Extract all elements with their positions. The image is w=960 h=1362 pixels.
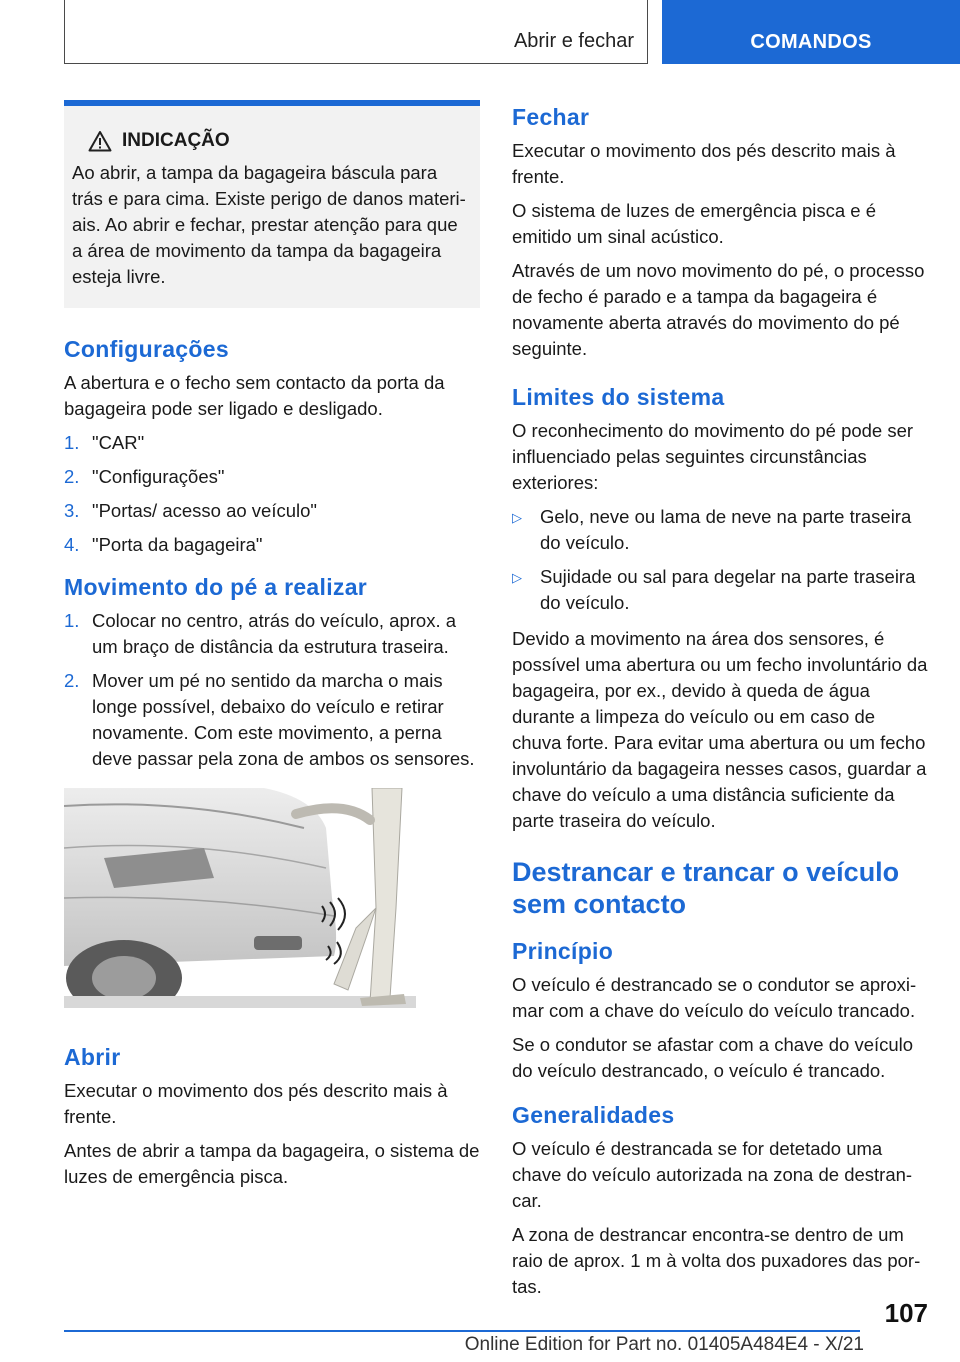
limits-heading: Limites do sistema (512, 384, 725, 410)
open-paragraph: Antes de abrir a tampa da bagageira, o sistema de luzes de emergência pisca. (64, 1140, 480, 1187)
list-item (64, 668, 480, 772)
limits-bullets (512, 504, 928, 616)
step-number: 1. (64, 432, 80, 453)
principle-heading: Princípio (512, 938, 614, 964)
principle-paragraph: O veículo é destrancado se o condutor se aproximar com a chave do veículo do veículo trancado. (512, 974, 917, 1021)
foot-gesture-illustration (64, 788, 416, 1008)
section-title: Abrir e fechar (513, 30, 634, 52)
list-item (64, 498, 480, 524)
limits-after: Devido a movimento na área dos sensores, é possível uma abertura ou um fecho involuntário da bagageira, por ex., devido à queda de água durante a limpeza do veículo ou em caso de chuva forte. Para evitar uma abertura ou um fecho involuntário da bagageira nesses casos, guardar a chave do veículo a uma distância suficiente da parte traseira do veículo. (512, 628, 928, 831)
chapter-tab[interactable] (662, 0, 960, 64)
limits-intro: O reconhecimento do movimento do pé pode ser influenciado pelas seguintes circunstâncias exteriores: (512, 420, 914, 493)
warning-note-text: Ao abrir, a tampa da bagageira báscula para trás e para cima. Existe perigo de danos materiais. Ao abrir e fechar, prestar atenção para que a área de movimento da tampa da bagageira esteja livre. (72, 162, 466, 287)
movement-steps (64, 608, 480, 772)
movement-heading: Movimento do pé a realizar (64, 574, 368, 600)
step-number: 1. (64, 610, 80, 631)
step-number: 3. (64, 500, 80, 521)
open-heading: Abrir (64, 1044, 121, 1070)
step-number: 4. (64, 534, 80, 555)
bullet-marker: ▷ (512, 570, 522, 585)
warning-note-header (72, 130, 468, 152)
close-heading: Fechar (512, 104, 590, 130)
close-paragraph: Através de um novo movimento do pé, o processo de fecho é parado e a tampa da bagageira é novamente aberta através do movimento do pé seguinte. (512, 260, 925, 359)
close-paragraph: O sistema de luzes de emergência pisca e é emitido um sinal acústico. (512, 200, 877, 247)
footer-edition: Online Edition for Part no. 01405A484E4 - X/21 (464, 1334, 864, 1355)
step-text: "Portas/ acesso ao veículo" (92, 500, 317, 521)
footer-divider (64, 1330, 860, 1332)
general-heading: Generalidades (512, 1102, 675, 1128)
warning-triangle-icon (88, 130, 112, 152)
list-item (64, 608, 480, 660)
warning-note-title: INDICAÇÃO (122, 130, 230, 151)
step-text: "Porta da bagageira" (92, 534, 263, 555)
list-item (512, 504, 928, 556)
unlock-heading: Destrancar e trancar o veículo sem contacto (512, 857, 900, 919)
settings-intro: A abertura e o fecho sem contacto da porta da bagageira pode ser ligado e desligado. (64, 372, 445, 419)
chapter-tab-label: COMANDOS (750, 31, 872, 53)
step-number: 2. (64, 466, 80, 487)
page-number: 107 (884, 1298, 928, 1328)
close-paragraph: Executar o movimento dos pés descrito mais à frente. (512, 140, 896, 187)
bullet-text: Gelo, neve ou lama de neve na parte traseira do veículo. (540, 506, 912, 553)
general-paragraph: A zona de destrancar encontra-se dentro de um raio de aprox. 1 m à volta dos puxadores das portas. (512, 1224, 921, 1297)
list-item (64, 464, 480, 490)
list-item (64, 430, 480, 456)
open-paragraph: Executar o movimento dos pés descrito mais à frente. (64, 1080, 448, 1127)
bullet-marker: ▷ (512, 510, 522, 525)
warning-note (64, 100, 480, 308)
principle-paragraph: Se o condutor se afastar com a chave do veículo do veículo destrancado, o veículo é trancado. (512, 1034, 914, 1081)
step-text: "Configurações" (92, 466, 225, 487)
right-column (512, 102, 928, 1308)
step-text: "CAR" (92, 432, 145, 453)
general-paragraph: O veículo é destrancada se for detetado uma chave do veículo autorizada na zona de destrancar. (512, 1138, 913, 1211)
settings-steps (64, 430, 480, 558)
step-number: 2. (64, 670, 80, 691)
left-column (64, 100, 480, 1198)
step-text: Mover um pé no sentido da marcha o mais longe possível, debaixo do veículo e retirar novamente. Com este movimento, a perna deve passar pela zona de ambos os sensores. (92, 670, 475, 769)
list-item (512, 564, 928, 616)
list-item (64, 532, 480, 558)
bullet-text: Sujidade ou sal para degelar na parte traseira do veículo. (540, 566, 916, 613)
settings-heading: Configurações (64, 336, 229, 362)
step-text: Colocar no centro, atrás do veículo, aprox. a um braço de distância da estrutura traseira. (92, 610, 457, 657)
